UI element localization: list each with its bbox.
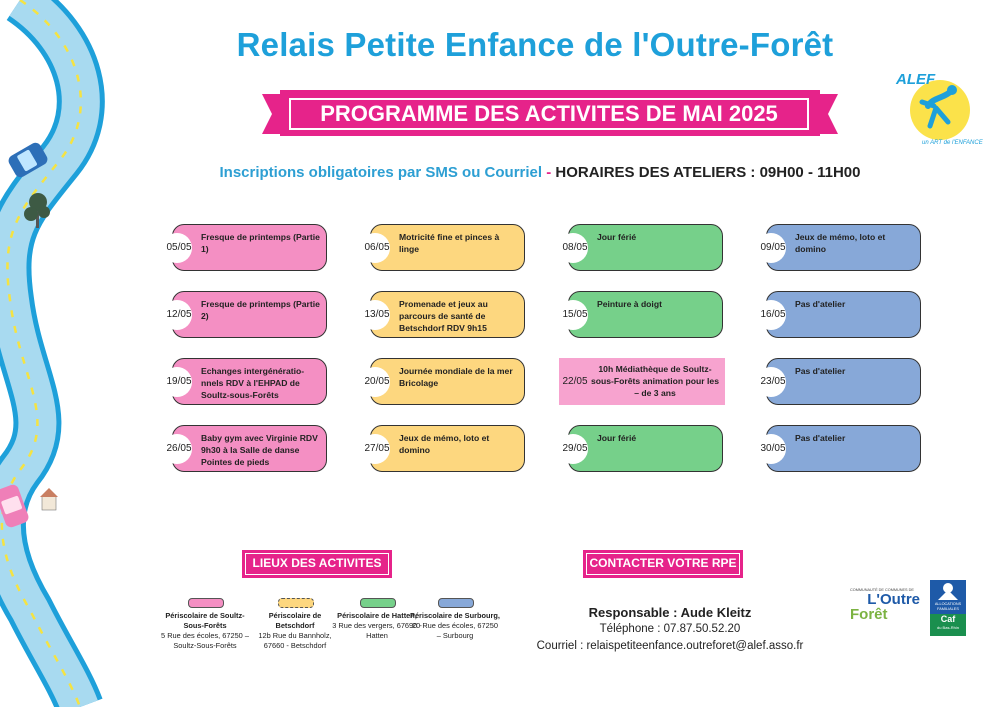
activity-text: Promenade et jeux au parcours de santé de Betschdorf RDV 9h15 (399, 299, 488, 333)
activity-card (760, 358, 921, 405)
place-name: Périscolaire de Surbourg, (410, 611, 500, 620)
activity-date: 12/05 (166, 308, 192, 320)
place-color-swatch (188, 598, 224, 608)
place-color-swatch (278, 598, 314, 608)
outre-foret-logo: COMMUNAUTÉ DE COMMUNES DE L'Outre Forêt (850, 588, 920, 623)
activity-card (166, 224, 327, 271)
activity-card (364, 224, 525, 271)
place-name: Périscolaire de Betschdorf (268, 611, 322, 630)
place-address: 3 Rue des vergers, 67690 - Hatten (332, 621, 422, 640)
activity-text: Pas d'atelier (795, 299, 846, 309)
lieux-heading: LIEUX DES ACTIVITES (237, 553, 397, 575)
activity-date: 20/05 (364, 375, 390, 387)
activity-card (562, 425, 723, 472)
programme-banner: PROGRAMME DES ACTIVITES DE MAI 2025 (289, 98, 809, 130)
activity-date: 13/05 (364, 308, 390, 320)
place-address: 5 Rue des écoles, 67250 – Soultz-Sous-Forêts (161, 631, 249, 650)
activity-date: 27/05 (364, 442, 390, 454)
place-info (410, 611, 500, 641)
activity-text: Fresque de printemps (Partie 2) (201, 299, 320, 321)
contact-phone: Téléphone : 07.87.50.52.20 (599, 623, 741, 635)
activity-text: Echanges intergénératio-nnels RDV à l'EHPAD de Soultz-sous-Forêts (201, 366, 305, 400)
place-color-swatch (438, 598, 474, 608)
activity-date: 15/05 (562, 308, 588, 320)
page-title: Relais Petite Enfance de l'Outre-Forêt (236, 26, 834, 63)
activity-card (562, 224, 723, 271)
activity-text: Fresque de printemps (Partie 1) (201, 232, 320, 254)
caf-logo: ALLOCATIONS FAMILIALES Caf du Bas-Rhin (930, 580, 966, 632)
place-color-swatch (360, 598, 396, 608)
activity-text: Pas d'atelier (795, 433, 846, 443)
alef-tagline: un ART de l'ENFANCE (922, 140, 983, 146)
activity-card (760, 224, 921, 271)
place-info (332, 611, 422, 641)
activity-date: 30/05 (760, 442, 786, 454)
activity-date: 08/05 (562, 241, 588, 253)
activity-card (364, 358, 525, 405)
activity-text: Jeux de mémo, loto et domino (399, 433, 490, 455)
registration-text: Inscriptions obligatoires par SMS ou Courriel (219, 164, 543, 181)
activity-text: Jour férié (597, 433, 637, 443)
activity-date: 22/05 (562, 375, 588, 387)
activity-date: 05/05 (166, 241, 192, 253)
activity-text: Jour férié (597, 232, 637, 242)
activity-text: Baby gym avec Virginie RDV 9h30 à la Salle de danse Pointes de pieds (201, 433, 318, 467)
activity-card (166, 291, 327, 338)
activity-date: 09/05 (760, 241, 786, 253)
place-name: Périscolaire de Hatten, (337, 611, 417, 620)
activity-card (559, 358, 725, 405)
contact-heading: CONTACTER VOTRE RPE (578, 553, 748, 575)
activity-text: Peinture à doigt (597, 299, 662, 309)
activity-date: 26/05 (166, 442, 192, 454)
activity-text: Jeux de mémo, loto et domino (795, 232, 886, 254)
activity-date: 19/05 (166, 375, 192, 387)
alef-wordmark: ALEF (896, 71, 936, 88)
activity-card (760, 425, 921, 472)
place-address: 20 Rue des écoles, 67250 – Surbourg (412, 621, 498, 640)
road-illustration (0, 0, 120, 707)
activity-date: 29/05 (562, 442, 588, 454)
contact-responsable: Responsable : Aude Kleitz (588, 605, 752, 620)
place-address: 12b Rue du Bannholz, 67660 - Betschdorf (258, 631, 332, 650)
alef-logo (888, 62, 984, 146)
activity-card (166, 425, 327, 472)
activity-text: Motricité fine et pinces à linge (399, 232, 500, 254)
activity-card (364, 425, 525, 472)
activity-date: 06/05 (364, 241, 390, 253)
house-icon (40, 488, 58, 510)
separator: - (542, 164, 556, 181)
schedule-hours: HORAIRES DES ATELIERS : 09H00 - 11H00 (555, 164, 861, 181)
activity-date: 23/05 (760, 375, 786, 387)
activity-card (166, 358, 327, 405)
activity-text: 10h Médiathèque de Soultz-sous-Forêts animation pour les – de 3 ans (591, 364, 719, 398)
place-name: Périscolaire de Soultz-Sous-Forêts (165, 611, 245, 630)
place-info (160, 611, 250, 651)
activity-card (562, 291, 723, 338)
activity-card (364, 291, 525, 338)
registration-line (120, 164, 960, 181)
place-info (250, 611, 340, 651)
activity-card (760, 291, 921, 338)
activity-date: 16/05 (760, 308, 786, 320)
contact-email[interactable]: Courriel : relaispetiteenfance.outreforet@alef.asso.fr (536, 640, 804, 652)
activity-text: Pas d'atelier (795, 366, 846, 376)
activity-text: Journée mondiale de la mer Bricolage (399, 366, 513, 388)
